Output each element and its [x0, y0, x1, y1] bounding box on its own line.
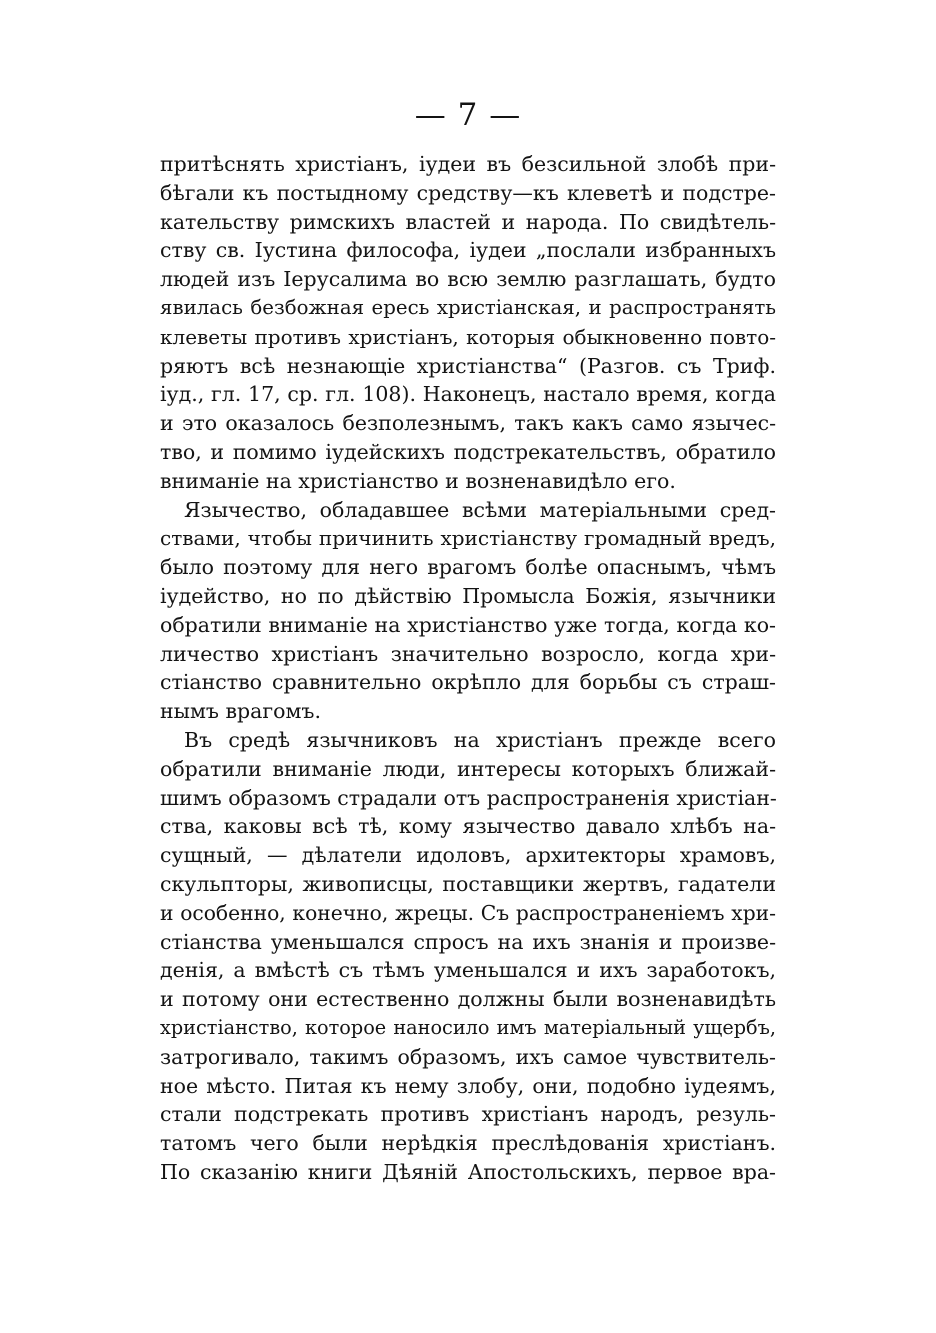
text-line: обратили вниманіе люди, интересы которыхъ ближай- — [160, 756, 776, 781]
body-text — [160, 150, 776, 1187]
text-line: притѣснять христіанъ, іудеи въ безсильной злобѣ при- — [160, 152, 776, 176]
text-line: скульпторы, живописцы, поставщики жертвъ, гадатели — [160, 871, 776, 896]
text-line: личество христіанъ значительно возросло, когда хри- — [160, 641, 776, 666]
text-line: стіанства уменьшался спросъ на ихъ знанія и произве- — [160, 929, 776, 954]
text-line: вниманіе на христіанство и возненавидѣло его. — [160, 468, 676, 493]
text-line: бѣгали къ постыдному средству—къ клеветѣ и подстре- — [160, 180, 776, 205]
text-line: обратили вниманіе на христіанство уже тогда, когда ко- — [160, 612, 776, 637]
text-line: затрогивало, такимъ образомъ, ихъ самое чувствитель- — [160, 1044, 776, 1069]
text-line: Язычество, обладавшее всѣми матеріальными сред- — [184, 497, 776, 522]
text-line: Въ средѣ язычниковъ на христіанъ прежде всего — [184, 727, 776, 752]
text-line: явилась безбожная ересь христіанская, и распространять — [160, 295, 776, 319]
paragraph — [160, 150, 776, 496]
text-line: ства, каковы всѣ тѣ, кому язычество давало хлѣбъ на- — [160, 814, 776, 839]
text-line: людей изъ Іерусалима во всю землю разглашать, будто — [160, 267, 776, 292]
text-line: и потому они естественно должны были возненавидѣть — [160, 987, 776, 1012]
text-line: По сказанію книги Дѣяній Апостольскихъ, первое вра- — [160, 1159, 776, 1184]
text-line: татомъ чего были нерѣдкія преслѣдованія христіанъ. — [160, 1131, 776, 1156]
text-line: нымъ врагомъ. — [160, 699, 321, 724]
text-line: было поэтому для него врагомъ болѣе опаснымъ, чѣмъ — [160, 555, 776, 580]
paragraph — [160, 496, 776, 726]
text-line: и это оказалось безполезнымъ, такъ какъ само язычес- — [160, 411, 776, 436]
page-number-header: — 7 — — [414, 97, 522, 133]
text-line: іудейство, но по дѣйствію Промысла Божія, язычники — [160, 583, 776, 608]
text-line: стали подстрекать противъ христіанъ народъ, резуль- — [160, 1102, 776, 1127]
text-line: христіанство, которое наносило имъ матеріальный ущербъ, — [160, 1015, 776, 1039]
text-line: и особенно, конечно, жрецы. Съ распространеніемъ хри- — [160, 900, 776, 925]
text-line: ряютъ всѣ незнающіе христіанства“ (Разгов. съ Триф. — [160, 353, 776, 378]
text-line: кательству римскихъ властей и народа. По свидѣтель- — [160, 209, 776, 234]
text-line: сущный, — дѣлатели идоловъ, архитекторы храмовъ, — [160, 843, 776, 868]
text-line: шимъ образомъ страдали отъ распространенія христіан- — [160, 785, 777, 810]
text-line: стіанство сравнительно окрѣпло для борьбы съ страш- — [160, 670, 776, 695]
text-line: ству св. Іустина философа, іудеи „послали избранныхъ — [160, 238, 776, 263]
text-line: денія, а вмѣстѣ съ тѣмъ уменьшался и ихъ заработокъ, — [160, 958, 776, 983]
paragraph — [160, 726, 776, 1187]
text-line: ное мѣсто. Питая къ нему злобу, они, подобно іудеямъ, — [160, 1073, 776, 1098]
text-line: клеветы противъ христіанъ, которыя обыкновенно повто- — [160, 324, 776, 349]
text-line: ствами, чтобы причинить христіанству громадный вредъ, — [160, 526, 776, 551]
text-line: тво, и помимо іудейскихъ подстрекательствъ, обратило — [160, 439, 776, 464]
text-line: іуд., гл. 17, ср. гл. 108). Наконецъ, настало время, когда — [160, 382, 776, 407]
